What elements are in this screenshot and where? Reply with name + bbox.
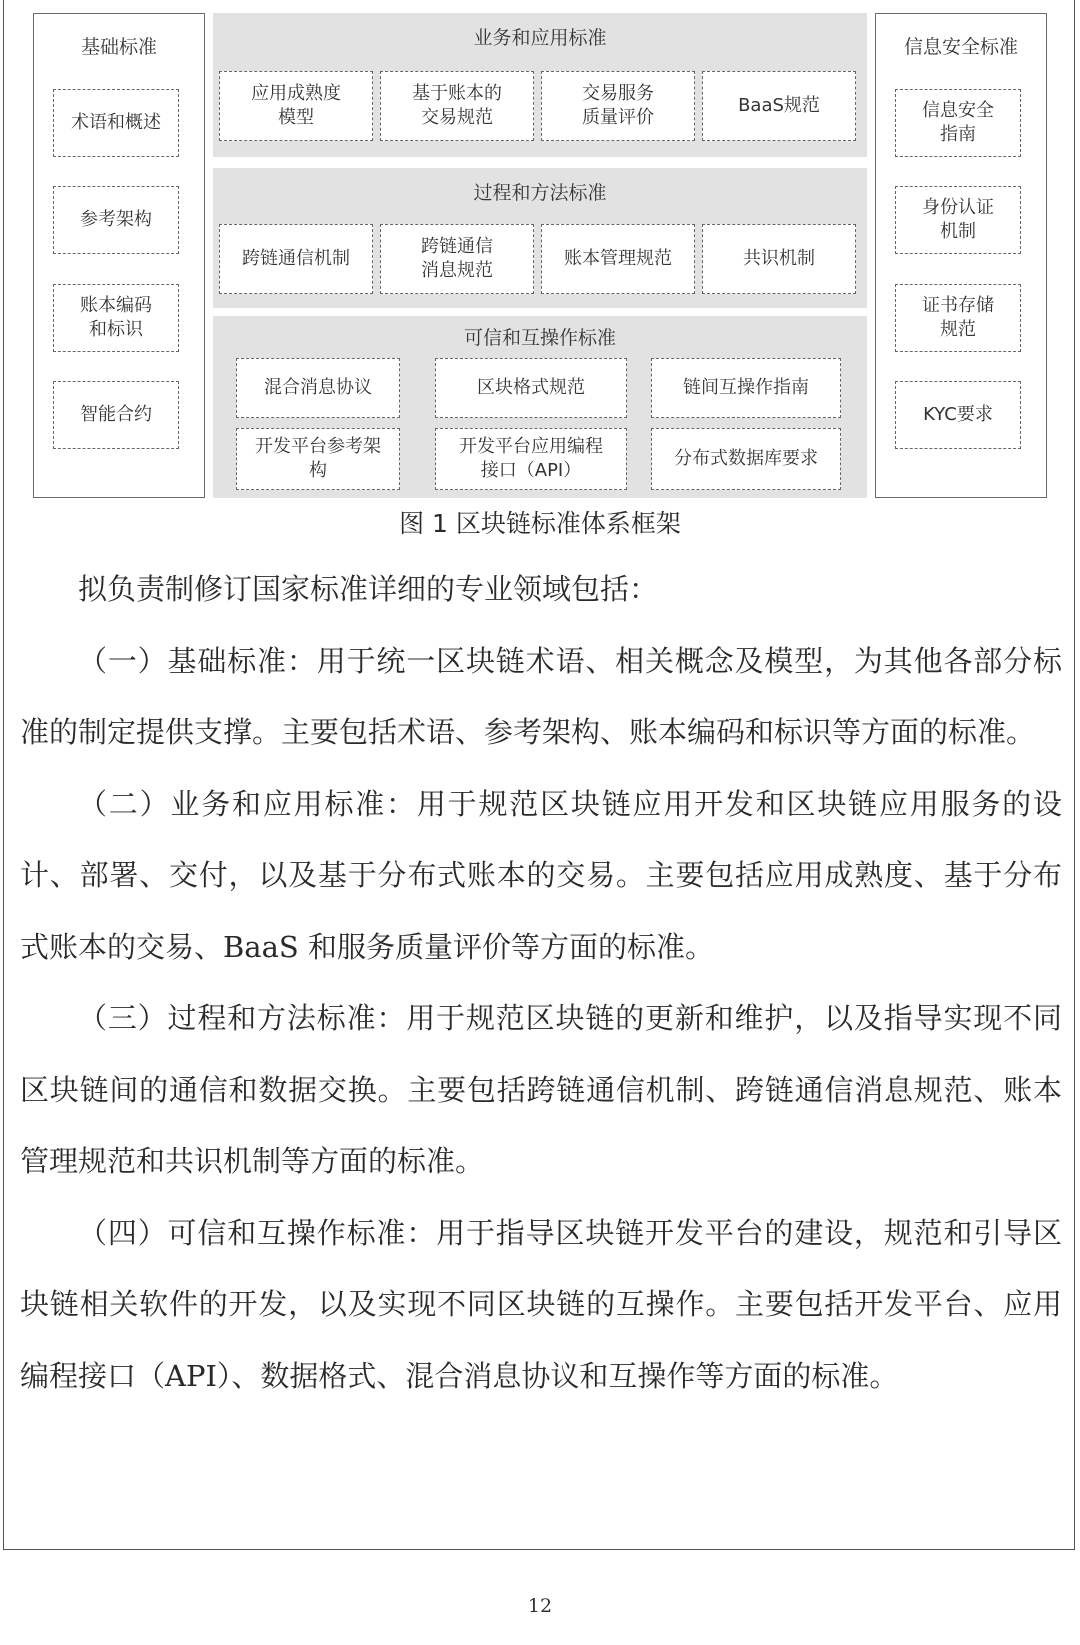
dev-platform-arch-box: 开发平台参考架 构 [236,428,400,490]
security-standards-title: 信息安全标准 [903,36,1018,58]
business-application-panel [213,13,867,157]
business-paragraph: （二）业务和应用标准：用于规范区块链应用开发和区块链应用服务的设计、部署、交付，以及基于分布式账本的交易。主要包括应用成熟度、基于分布式账本的交易、BaaS 和服务质量评价等方面的标准。 [20,786,1062,964]
kyc-box: KYC要求 [895,381,1021,449]
baas-spec-box: BaaS规范 [702,71,856,141]
body-text [20,554,1062,1412]
process-paragraph: （三）过程和方法标准：用于规范区块链的更新和维护，以及指导实现不同区块链间的通信和数据交换。主要包括跨链通信机制、跨链通信消息规范、账本管理规范和共识机制等方面的标准。 [20,1001,1062,1178]
block-format-box: 区块格式规范 [435,358,627,418]
identity-auth-box: 身份认证 机制 [895,186,1021,254]
distributed-db-box: 分布式数据库要求 [651,428,841,490]
foundation-standards-title: 基础标准 [80,36,157,58]
dev-platform-api-box: 开发平台应用编程 接口（API） [435,428,627,490]
process-method-title: 过程和方法标准 [473,182,607,204]
consensus-box: 共识机制 [702,224,856,294]
trust-interop-panel [213,316,867,498]
foundation-paragraph: （一）基础标准：用于统一区块链术语、相关概念及模型，为其他各部分标准的制定提供支撑。主要包括术语、参考架构、账本编码和标识等方面的标准。 [20,643,1062,749]
maturity-model-box: 应用成熟度 模型 [219,71,373,141]
trust-paragraph: （四）可信和互操作标准：用于指导区块链开发平台的建设，规范和引导区块链相关软件的开发，以及实现不同区块链的互操作。主要包括开发平台、应用编程接口（API）、数据格式、混合消息协议和互操作等方面的标准。 [20,1215,1062,1393]
ledger-management-box: 账本管理规范 [541,224,695,294]
business-application-title: 业务和应用标准 [473,27,607,49]
interop-guide-box: 链间互操作指南 [651,358,841,418]
cross-chain-mechanism-box: 跨链通信机制 [219,224,373,294]
process-method-panel [213,168,867,308]
blockchain-standards-framework-diagram [33,13,1047,498]
reference-architecture-box: 参考架构 [53,186,179,254]
terminology-box: 术语和概述 [53,89,179,157]
certificate-storage-box: 证书存储 规范 [895,284,1021,352]
trust-interop-title: 可信和互操作标准 [463,327,616,349]
service-quality-box: 交易服务 质量评价 [541,71,695,141]
ledger-transaction-box: 基于账本的 交易规范 [380,71,534,141]
foundation-standards-column [33,13,205,498]
figure-caption: 图 1 区块链标准体系框架 [399,509,681,538]
intro-paragraph: 拟负责制修订国家标准详细的专业领域包括： [78,572,659,606]
ledger-coding-box: 账本编码 和标识 [53,284,179,352]
smart-contract-box: 智能合约 [53,381,179,449]
cross-chain-message-box: 跨链通信 消息规范 [380,224,534,294]
page-number: 12 [527,1595,553,1617]
security-guide-box: 信息安全 指南 [895,89,1021,157]
hybrid-message-box: 混合消息协议 [236,358,400,418]
security-standards-column [875,13,1047,498]
